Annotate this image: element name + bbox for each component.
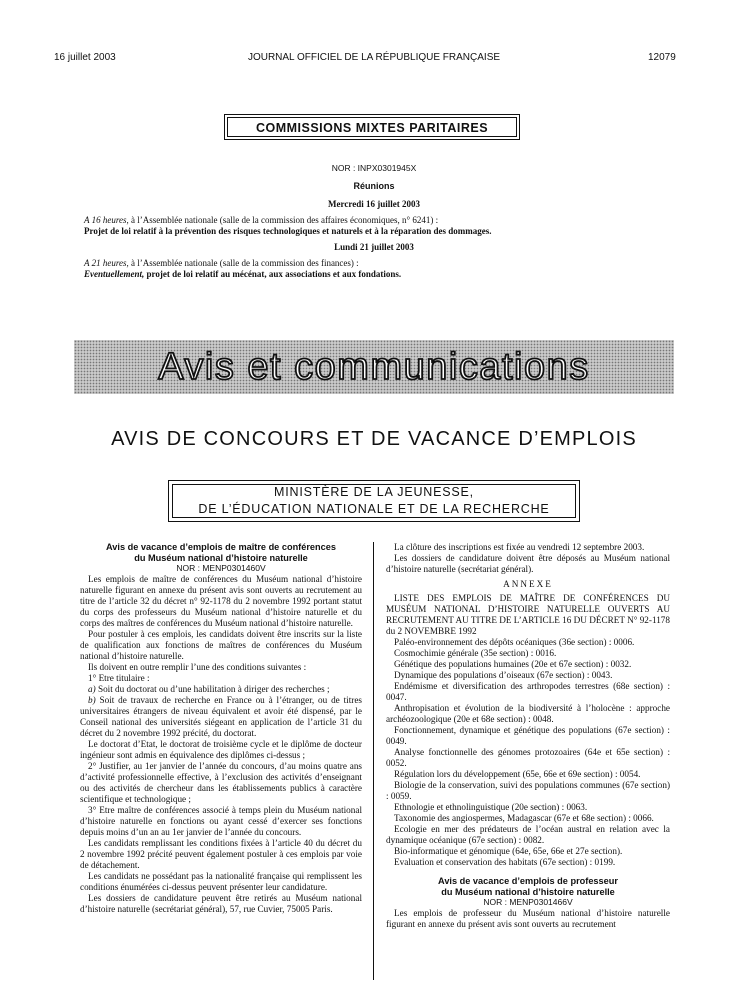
annexe-list-item: Fonctionnement, dynamique et génétique des populations (67e section) : 0049. [386, 725, 670, 746]
cmp-line3: A 21 heures, à l’Assemblée nationale (salle de la commission des finances) : [84, 258, 359, 268]
header-page-number: 12079 [648, 52, 676, 63]
cmp-title: COMMISSIONS MIXTES PARITAIRES [227, 117, 517, 137]
paragraph: Les candidats remplissant les conditions fixées à l’article 40 du décret du 2 novembre 1992 précité peuvent également postuler à ces emplois par voie de détachement. [80, 838, 362, 870]
paragraph: 3° Etre maître de conférences associé à temps plein du Muséum national d’histoire naturelle en fonctions ou ayant cessé d’exercer ses fonctions depuis moins d’un an au 1er janvier de l’année du concours. [80, 805, 362, 837]
paragraph: Le doctorat d’Etat, le doctorat de troisième cycle et le diplôme de docteur ingénieur sont admis en équivalence des diplômes ci-dessus ; [80, 739, 362, 760]
paragraph: Pour postuler à ces emplois, les candidats doivent être inscrits sur la liste de qualification aux fonctions de maîtres de conférences du Muséum national d’histoire naturelle. [80, 629, 362, 661]
paragraph: 2° Justifier, au 1er janvier de l’année du concours, d’au moins quatre ans d’activité professionnelle effective, à l’exclusion des activités d’enseignant ou des activités de chercheur dans les établissements publics à caractère scientifique et technologique ; [80, 761, 362, 804]
right-heading-2: du Muséum national d’histoire naturelle [441, 886, 615, 897]
annexe-list-item: Anthropisation et évolution de la biodiversité à l’holocène : approche archéozoologique (20e et 68e section) : 0048. [386, 703, 670, 724]
right-column [386, 542, 670, 930]
paragraph: b) Soit de travaux de recherche en France ou à l’étranger, ou de titres universitaires étrangers de niveau équivalent et avoir été dispensé, par le Conseil national des universités siégeant en application de l’article 31 du décret du 2 novembre 1992 précité, du doctorat. [80, 695, 362, 738]
right-nor: NOR : MENP0301466V [483, 897, 573, 907]
column-divider [373, 542, 374, 980]
ministry-line1: MINISTÈRE DE LA JEUNESSE, [274, 485, 474, 499]
paragraph: Les dossiers de candidature peuvent être retirés au Muséum national d’histoire naturelle (secrétariat général), 57, rue Cuvier, 75005 Paris. [80, 893, 362, 914]
annexe-list-item: Dynamique des populations d’oiseaux (67e section) : 0043. [394, 670, 613, 680]
annexe-list-item: Paléo-environnement des dépôts océaniques (36e section) : 0006. [394, 637, 635, 647]
cmp-reunions: Réunions [353, 181, 395, 191]
annexe-heading: ANNEXE [503, 579, 553, 589]
cmp-title-box [224, 114, 520, 140]
cmp-section [0, 163, 748, 280]
paragraph: Les emplois de professeur du Muséum national d’histoire naturelle figurant en annexe du présent avis sont ouverts au recrutement [386, 908, 670, 929]
cmp-day2: Lundi 21 juillet 2003 [334, 242, 414, 252]
header-journal: JOURNAL OFFICIEL DE LA RÉPUBLIQUE FRANÇAISE [247, 52, 501, 63]
annexe-list-item: Bio-informatique et génomique (64e, 65e, 66e et 27e section). [394, 846, 623, 856]
left-heading-1: Avis de vacance d’emplois de maître de conférences [106, 542, 336, 552]
annexe-list-title: LISTE DES EMPLOIS DE MAÎTRE DE CONFÉRENCES DU MUSÉUM NATIONAL D’HISTOIRE NATURELLE OUVERTS AU RECRUTEMENT AU TITRE DE L’ARTICLE 16 DU DÉCRET N° 92-1178 du 2 NOVEMBRE 1992 [386, 593, 670, 636]
ministry-line2: DE L’ÉDUCATION NATIONALE ET DE LA RECHERCHE [198, 502, 550, 516]
annexe-list-item: Régulation lors du développement (65e, 66e et 69e section) : 0054. [394, 769, 641, 779]
cmp-line2: Projet de loi relatif à la prévention des risques technologiques et naturels et à la réparation des dommages. [84, 226, 492, 236]
avis-banner [74, 340, 674, 394]
annexe-list-item: Ecologie en mer des prédateurs de l’océan austral en relation avec la dynamique océanique (67e section) : 0082. [386, 824, 670, 845]
paragraph: Les candidats ne possédant pas la nationalité française qui remplissent les conditions énumérées ci-dessus peuvent présenter leur candidature. [80, 871, 362, 892]
annexe-list [386, 637, 670, 868]
annexe-list-item: Génétique des populations humaines (20e et 67e section) : 0032. [394, 659, 632, 669]
cmp-line4: Eventuellement, projet de loi relatif au mécénat, aux associations et aux fondations. [84, 269, 402, 279]
cmp-nor: NOR : INPX0301945X [331, 163, 417, 173]
paragraph: Ils doivent en outre remplir l’une des conditions suivantes : [88, 662, 307, 672]
header-date: 16 juillet 2003 [54, 52, 116, 63]
left-heading-2: du Muséum national d’histoire naturelle [134, 552, 308, 563]
cmp-day1: Mercredi 16 juillet 2003 [328, 199, 420, 209]
annexe-list-item: Endémisme et diversification des arthropodes terrestres (68e section) : 0047. [386, 681, 670, 702]
right-heading-1: Avis de vacance d’emplois de professeur [438, 876, 618, 886]
annexe-list-item: Evaluation et conservation des habitats (67e section) : 0199. [394, 857, 616, 867]
ministry-box [168, 480, 580, 522]
paragraph: La clôture des inscriptions est fixée au vendredi 12 septembre 2003. [394, 542, 645, 552]
left-column [80, 542, 362, 915]
annexe-list-item: Cosmochimie générale (35e section) : 0016. [394, 648, 557, 658]
annexe-list-item: Taxonomie des angiospermes, Madagascar (67e et 68e section) : 0066. [394, 813, 654, 823]
paragraph: 1° Etre titulaire : [88, 673, 150, 683]
paragraph: a) Soit du doctorat ou d’une habilitation à diriger des recherches ; [88, 684, 330, 694]
annexe-list-item: Biologie de la conservation, suivi des populations communes (67e section) : 0059. [386, 780, 670, 801]
annexe-list-item: Ethnologie et ethnolinguistique (20e section) : 0063. [394, 802, 588, 812]
left-nor: NOR : MENP0301460V [176, 563, 266, 573]
paragraph: Les emplois de maître de conférences du Muséum national d’histoire naturelle figurant en annexe du présent avis sont ouverts au recrutement au titre de l’article 32 du décret n° 92-1178 du 2 novembre 1992 portant statut du corps des professeurs du Muséum national d’histoire naturelle et du corps des maîtres de conférences du Muséum national d’histoire naturelle. [80, 574, 362, 628]
cmp-line1: A 16 heures, à l’Assemblée nationale (salle de la commission des affaires économiques, n° 6241) : [84, 215, 439, 225]
section-title: AVIS DE CONCOURS ET DE VACANCE D’EMPLOIS [111, 428, 637, 450]
annexe-list-item: Analyse fonctionnelle des génomes protozoaires (64e et 65e section) : 0052. [386, 747, 670, 768]
banner-text: Avis et communications [158, 346, 590, 388]
paragraph: Les dossiers de candidature doivent être déposés au Muséum national d’histoire naturelle (secrétariat général). [386, 553, 670, 574]
